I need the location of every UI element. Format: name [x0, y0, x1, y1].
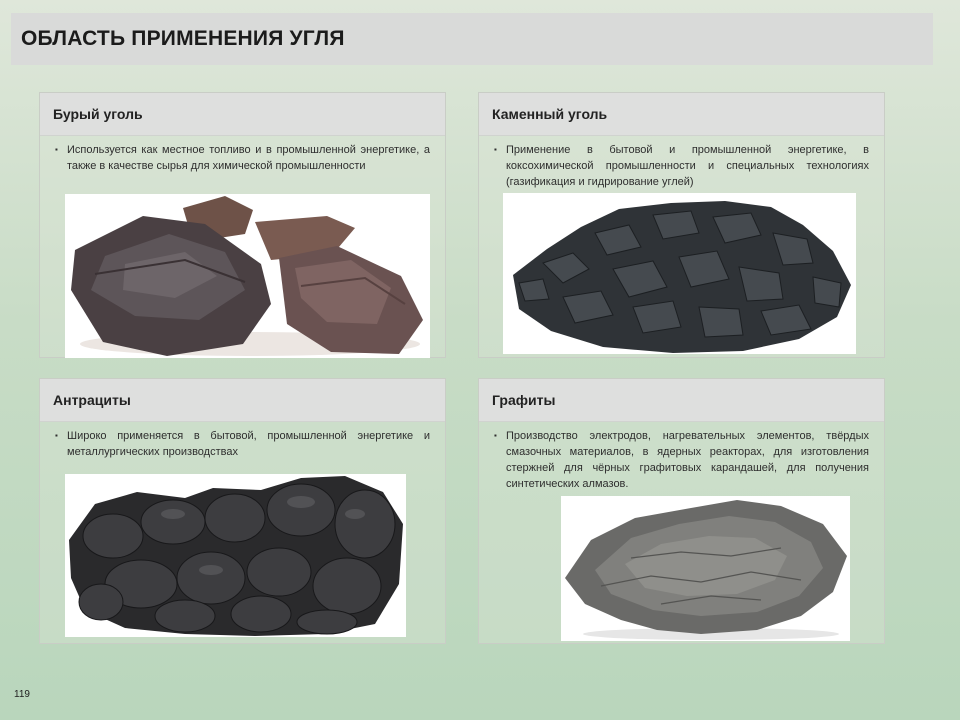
card-description	[494, 428, 869, 492]
card-heading: Графиты	[479, 379, 884, 422]
bullet-icon: ▪	[55, 431, 58, 440]
card-heading: Бурый уголь	[40, 93, 445, 136]
card-text: Производство электродов, нагревательных элементов, твёрдых смазочных материалов, в ядерных реакторах, для изготовления стержней для чёрных графитовых карандашей, для получения синтетических алмазов.	[506, 430, 869, 490]
card-description	[55, 428, 430, 460]
slide-title: ОБЛАСТЬ ПРИМЕНЕНИЯ УГЛЯ	[21, 27, 345, 50]
anthracite-photo	[65, 474, 406, 637]
card-text: Широко применяется в бытовой, промышленной энергетике и металлургических производствах	[67, 430, 430, 458]
black-coal-photo	[503, 193, 856, 354]
bullet-icon: ▪	[494, 431, 497, 440]
title-bar	[11, 13, 933, 65]
graphite-photo	[561, 496, 850, 641]
page-number: 119	[14, 689, 30, 700]
card-text: Применение в бытовой и промышленной энергетике, в коксохимической промышленности и специальных технологиях (газификация и гидрирование углей)	[506, 144, 869, 188]
card-heading: Каменный уголь	[479, 93, 884, 136]
bullet-icon: ▪	[55, 145, 58, 154]
card-description	[55, 142, 430, 174]
bullet-icon: ▪	[494, 145, 497, 154]
card-description	[494, 142, 869, 190]
card-text: Используется как местное топливо и в промышленной энергетике, а также в качестве сырья для химической промышленности	[67, 144, 430, 172]
card-heading: Антрациты	[40, 379, 445, 422]
brown-coal-photo	[65, 194, 430, 358]
